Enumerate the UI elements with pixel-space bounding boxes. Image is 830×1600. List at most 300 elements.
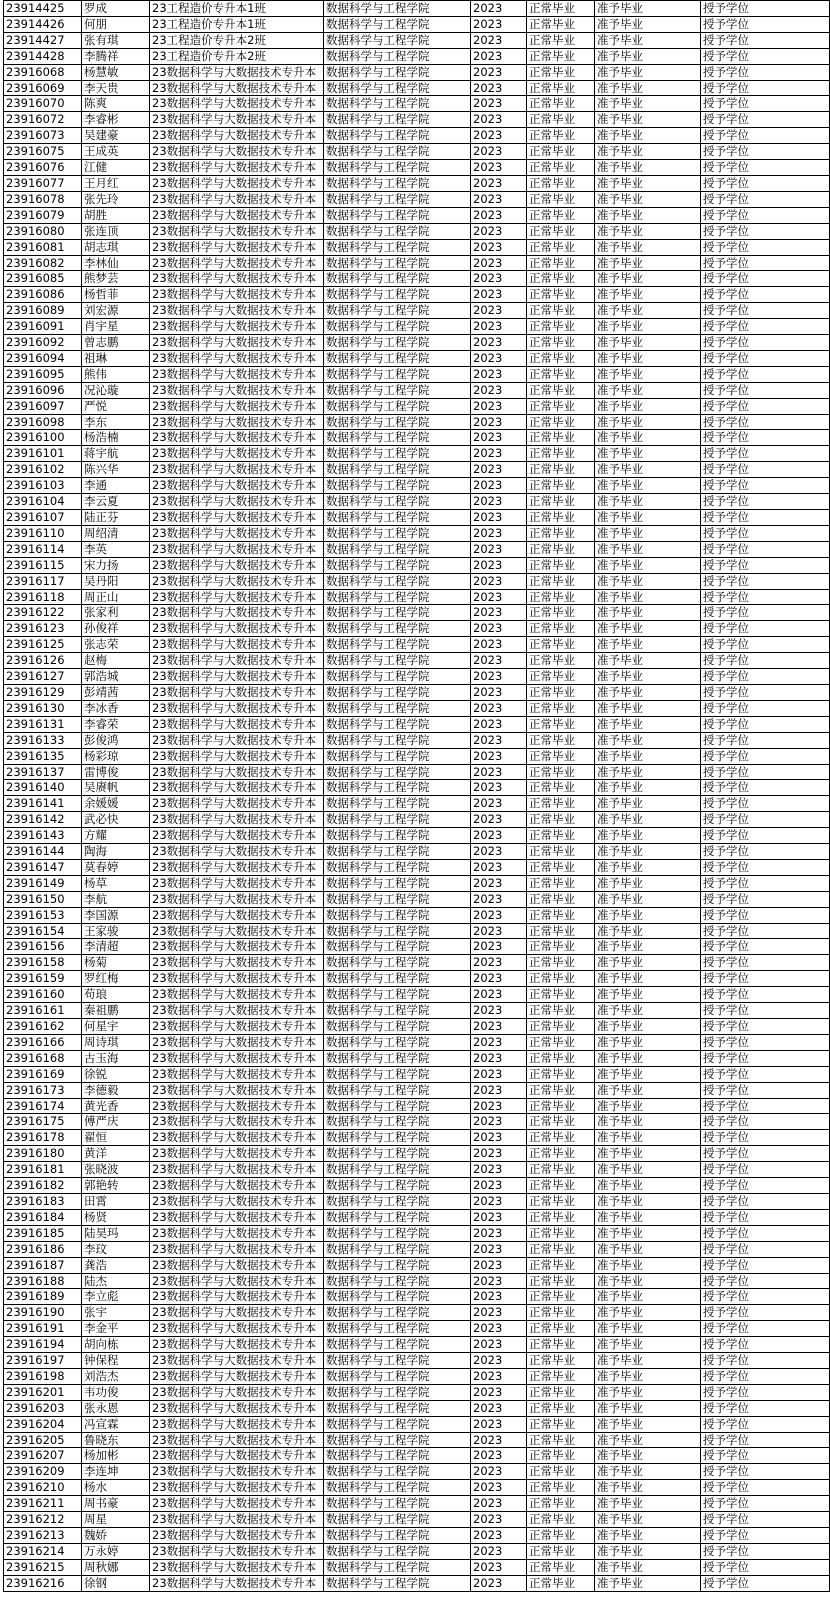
- college-cell: 数据科学与工程学院: [324, 510, 471, 526]
- name-cell: 冯宣霖: [82, 1416, 150, 1432]
- table-row: [4, 987, 830, 1003]
- table-row: [4, 350, 830, 366]
- class-cell: 23数据科学与大数据技术专升本: [150, 64, 324, 80]
- college-cell: 数据科学与工程学院: [324, 1289, 471, 1305]
- name-cell: 吴丹阳: [82, 573, 150, 589]
- college-cell: 数据科学与工程学院: [324, 1066, 471, 1082]
- class-cell: 23数据科学与大数据技术专升本: [150, 478, 324, 494]
- student-id-cell: 23916149: [4, 875, 82, 891]
- graduation-cell: 准予毕业: [595, 350, 701, 366]
- class-cell: 23数据科学与大数据技术专升本: [150, 1416, 324, 1432]
- year-cell: 2023: [471, 96, 527, 112]
- student-id-cell: 23916214: [4, 1543, 82, 1559]
- graduation-cell: 准予毕业: [595, 891, 701, 907]
- name-cell: 韦功俊: [82, 1384, 150, 1400]
- degree-cell: 授予学位: [701, 1337, 830, 1353]
- degree-cell: 授予学位: [701, 891, 830, 907]
- college-cell: 数据科学与工程学院: [324, 1098, 471, 1114]
- year-cell: 2023: [471, 1448, 527, 1464]
- college-cell: 数据科学与工程学院: [324, 319, 471, 335]
- degree-cell: 授予学位: [701, 1384, 830, 1400]
- degree-cell: 授予学位: [701, 80, 830, 96]
- class-cell: 23数据科学与大数据技术专升本: [150, 955, 324, 971]
- status-cell: 正常毕业: [527, 350, 595, 366]
- status-cell: 正常毕业: [527, 1225, 595, 1241]
- class-cell: 23数据科学与大数据技术专升本: [150, 621, 324, 637]
- name-cell: 李东: [82, 414, 150, 430]
- college-cell: 数据科学与工程学院: [324, 207, 471, 223]
- status-cell: 正常毕业: [527, 303, 595, 319]
- table-row: [4, 1337, 830, 1353]
- class-cell: 23数据科学与大数据技术专升本: [150, 1305, 324, 1321]
- year-cell: 2023: [471, 525, 527, 541]
- class-cell: 23数据科学与大数据技术专升本: [150, 350, 324, 366]
- year-cell: 2023: [471, 303, 527, 319]
- class-cell: 23数据科学与大数据技术专升本: [150, 1193, 324, 1209]
- name-cell: 何朋: [82, 16, 150, 32]
- college-cell: 数据科学与工程学院: [324, 1512, 471, 1528]
- name-cell: 李通: [82, 478, 150, 494]
- degree-cell: 授予学位: [701, 796, 830, 812]
- student-id-cell: 23916189: [4, 1289, 82, 1305]
- year-cell: 2023: [471, 1034, 527, 1050]
- status-cell: 正常毕业: [527, 828, 595, 844]
- college-cell: 数据科学与工程学院: [324, 812, 471, 828]
- graduation-cell: 准予毕业: [595, 684, 701, 700]
- status-cell: 正常毕业: [527, 637, 595, 653]
- year-cell: 2023: [471, 1289, 527, 1305]
- class-cell: 23数据科学与大数据技术专升本: [150, 303, 324, 319]
- student-id-cell: 23914426: [4, 16, 82, 32]
- student-id-cell: 23916080: [4, 223, 82, 239]
- year-cell: 2023: [471, 939, 527, 955]
- year-cell: 2023: [471, 1178, 527, 1194]
- degree-cell: 授予学位: [701, 1034, 830, 1050]
- year-cell: 2023: [471, 350, 527, 366]
- degree-cell: 授予学位: [701, 955, 830, 971]
- student-id-cell: 23916182: [4, 1178, 82, 1194]
- degree-cell: 授予学位: [701, 223, 830, 239]
- graduation-cell: 准予毕业: [595, 1257, 701, 1273]
- table-row: [4, 1480, 830, 1496]
- status-cell: 正常毕业: [527, 1050, 595, 1066]
- student-id-cell: 23916070: [4, 96, 82, 112]
- name-cell: 李腾祥: [82, 48, 150, 64]
- student-id-cell: 23916096: [4, 382, 82, 398]
- status-cell: 正常毕业: [527, 32, 595, 48]
- class-cell: 23数据科学与大数据技术专升本: [150, 160, 324, 176]
- year-cell: 2023: [471, 859, 527, 875]
- table-row: [4, 955, 830, 971]
- degree-cell: 授予学位: [701, 1575, 830, 1591]
- status-cell: 正常毕业: [527, 1193, 595, 1209]
- table-row: [4, 748, 830, 764]
- name-cell: 陆正芬: [82, 510, 150, 526]
- student-id-cell: 23916188: [4, 1273, 82, 1289]
- student-id-cell: 23916198: [4, 1368, 82, 1384]
- year-cell: 2023: [471, 16, 527, 32]
- college-cell: 数据科学与工程学院: [324, 1193, 471, 1209]
- status-cell: 正常毕业: [527, 1559, 595, 1575]
- table-row: [4, 239, 830, 255]
- name-cell: 张志荣: [82, 637, 150, 653]
- class-cell: 23数据科学与大数据技术专升本: [150, 1384, 324, 1400]
- table-row: [4, 1019, 830, 1035]
- class-cell: 23数据科学与大数据技术专升本: [150, 557, 324, 573]
- table-row: [4, 875, 830, 891]
- student-id-cell: 23916190: [4, 1305, 82, 1321]
- table-row: [4, 303, 830, 319]
- graduation-cell: 准予毕业: [595, 1098, 701, 1114]
- graduation-cell: 准予毕业: [595, 112, 701, 128]
- name-cell: 陆杰: [82, 1273, 150, 1289]
- name-cell: 彭俊鸿: [82, 732, 150, 748]
- name-cell: 张先玲: [82, 191, 150, 207]
- name-cell: 罗红梅: [82, 971, 150, 987]
- year-cell: 2023: [471, 1257, 527, 1273]
- table-body: [4, 1, 830, 1592]
- student-id-cell: 23916140: [4, 780, 82, 796]
- status-cell: 正常毕业: [527, 1496, 595, 1512]
- status-cell: 正常毕业: [527, 955, 595, 971]
- table-row: [4, 1050, 830, 1066]
- status-cell: 正常毕业: [527, 446, 595, 462]
- college-cell: 数据科学与工程学院: [324, 1305, 471, 1321]
- name-cell: 李睿荣: [82, 716, 150, 732]
- name-cell: 杨浩楠: [82, 430, 150, 446]
- status-cell: 正常毕业: [527, 1162, 595, 1178]
- status-cell: 正常毕业: [527, 621, 595, 637]
- year-cell: 2023: [471, 255, 527, 271]
- class-cell: 23数据科学与大数据技术专升本: [150, 1368, 324, 1384]
- table-row: [4, 907, 830, 923]
- class-cell: 23数据科学与大数据技术专升本: [150, 144, 324, 160]
- table-row: [4, 573, 830, 589]
- status-cell: 正常毕业: [527, 1353, 595, 1369]
- graduation-cell: 准予毕业: [595, 48, 701, 64]
- table-row: [4, 859, 830, 875]
- degree-cell: 授予学位: [701, 1432, 830, 1448]
- student-id-cell: 23916153: [4, 907, 82, 923]
- year-cell: 2023: [471, 1353, 527, 1369]
- college-cell: 数据科学与工程学院: [324, 271, 471, 287]
- table-row: [4, 48, 830, 64]
- name-cell: 周诗琪: [82, 1034, 150, 1050]
- college-cell: 数据科学与工程学院: [324, 303, 471, 319]
- degree-cell: 授予学位: [701, 16, 830, 32]
- class-cell: 23数据科学与大数据技术专升本: [150, 1321, 324, 1337]
- table-row: [4, 589, 830, 605]
- class-cell: 23数据科学与大数据技术专升本: [150, 605, 324, 621]
- name-cell: 张连顶: [82, 223, 150, 239]
- student-id-cell: 23916102: [4, 462, 82, 478]
- college-cell: 数据科学与工程学院: [324, 1082, 471, 1098]
- graduation-cell: 准予毕业: [595, 191, 701, 207]
- degree-cell: 授予学位: [701, 494, 830, 510]
- student-id-cell: 23916133: [4, 732, 82, 748]
- name-cell: 李清超: [82, 939, 150, 955]
- name-cell: 周星: [82, 1512, 150, 1528]
- status-cell: 正常毕业: [527, 1416, 595, 1432]
- college-cell: 数据科学与工程学院: [324, 1003, 471, 1019]
- class-cell: 23数据科学与大数据技术专升本: [150, 844, 324, 860]
- degree-cell: 授予学位: [701, 207, 830, 223]
- student-id-cell: 23916095: [4, 366, 82, 382]
- name-cell: 黄洋: [82, 1146, 150, 1162]
- graduation-cell: 准予毕业: [595, 271, 701, 287]
- name-cell: 杨贤: [82, 1209, 150, 1225]
- class-cell: 23数据科学与大数据技术专升本: [150, 1066, 324, 1082]
- status-cell: 正常毕业: [527, 144, 595, 160]
- graduation-cell: 准予毕业: [595, 1305, 701, 1321]
- status-cell: 正常毕业: [527, 96, 595, 112]
- degree-cell: 授予学位: [701, 859, 830, 875]
- year-cell: 2023: [471, 716, 527, 732]
- name-cell: 江健: [82, 160, 150, 176]
- degree-cell: 授予学位: [701, 716, 830, 732]
- student-id-cell: 23916150: [4, 891, 82, 907]
- year-cell: 2023: [471, 430, 527, 446]
- table-row: [4, 1559, 830, 1575]
- student-id-cell: 23916082: [4, 255, 82, 271]
- degree-cell: 授予学位: [701, 160, 830, 176]
- table-row: [4, 796, 830, 812]
- graduation-cell: 准予毕业: [595, 64, 701, 80]
- year-cell: 2023: [471, 828, 527, 844]
- degree-cell: 授予学位: [701, 1448, 830, 1464]
- name-cell: 杨水: [82, 1480, 150, 1496]
- table-row: [4, 1034, 830, 1050]
- year-cell: 2023: [471, 669, 527, 685]
- degree-cell: 授予学位: [701, 414, 830, 430]
- student-id-cell: 23916075: [4, 144, 82, 160]
- table-row: [4, 1, 830, 17]
- graduation-cell: 准予毕业: [595, 1082, 701, 1098]
- student-id-cell: 23916169: [4, 1066, 82, 1082]
- status-cell: 正常毕业: [527, 939, 595, 955]
- name-cell: 龚浩: [82, 1257, 150, 1273]
- name-cell: 吴建豪: [82, 128, 150, 144]
- graduation-cell: 准予毕业: [595, 1146, 701, 1162]
- class-cell: 23数据科学与大数据技术专升本: [150, 684, 324, 700]
- college-cell: 数据科学与工程学院: [324, 669, 471, 685]
- class-cell: 23数据科学与大数据技术专升本: [150, 494, 324, 510]
- name-cell: 鲁晓东: [82, 1432, 150, 1448]
- name-cell: 徐锐: [82, 1066, 150, 1082]
- class-cell: 23数据科学与大数据技术专升本: [150, 1528, 324, 1544]
- status-cell: 正常毕业: [527, 605, 595, 621]
- year-cell: 2023: [471, 398, 527, 414]
- degree-cell: 授予学位: [701, 621, 830, 637]
- year-cell: 2023: [471, 1559, 527, 1575]
- status-cell: 正常毕业: [527, 1003, 595, 1019]
- student-id-cell: 23916129: [4, 684, 82, 700]
- class-cell: 23数据科学与大数据技术专升本: [150, 335, 324, 351]
- table-row: [4, 1162, 830, 1178]
- student-id-cell: 23916180: [4, 1146, 82, 1162]
- name-cell: 王家骏: [82, 923, 150, 939]
- table-row: [4, 1305, 830, 1321]
- class-cell: 23数据科学与大数据技术专升本: [150, 1480, 324, 1496]
- status-cell: 正常毕业: [527, 1178, 595, 1194]
- student-id-cell: 23916144: [4, 844, 82, 860]
- name-cell: 黄光香: [82, 1098, 150, 1114]
- class-cell: 23数据科学与大数据技术专升本: [150, 875, 324, 891]
- status-cell: 正常毕业: [527, 1480, 595, 1496]
- graduation-cell: 准予毕业: [595, 1003, 701, 1019]
- class-cell: 23数据科学与大数据技术专升本: [150, 430, 324, 446]
- name-cell: 傅严庆: [82, 1114, 150, 1130]
- degree-cell: 授予学位: [701, 1416, 830, 1432]
- student-id-cell: 23916147: [4, 859, 82, 875]
- college-cell: 数据科学与工程学院: [324, 16, 471, 32]
- college-cell: 数据科学与工程学院: [324, 366, 471, 382]
- name-cell: 李云夏: [82, 494, 150, 510]
- name-cell: 雷博俊: [82, 764, 150, 780]
- degree-cell: 授予学位: [701, 589, 830, 605]
- table-row: [4, 1543, 830, 1559]
- class-cell: 23数据科学与大数据技术专升本: [150, 191, 324, 207]
- year-cell: 2023: [471, 605, 527, 621]
- year-cell: 2023: [471, 1003, 527, 1019]
- class-cell: 23数据科学与大数据技术专升本: [150, 366, 324, 382]
- name-cell: 赵梅: [82, 653, 150, 669]
- table-row: [4, 1512, 830, 1528]
- table-row: [4, 1400, 830, 1416]
- graduation-cell: 准予毕业: [595, 96, 701, 112]
- graduation-cell: 准予毕业: [595, 255, 701, 271]
- student-id-cell: 23916201: [4, 1384, 82, 1400]
- year-cell: 2023: [471, 128, 527, 144]
- graduation-cell: 准予毕业: [595, 1416, 701, 1432]
- table-row: [4, 144, 830, 160]
- name-cell: 张家利: [82, 605, 150, 621]
- college-cell: 数据科学与工程学院: [324, 637, 471, 653]
- name-cell: 秦祖鹏: [82, 1003, 150, 1019]
- college-cell: 数据科学与工程学院: [324, 48, 471, 64]
- graduation-cell: 准予毕业: [595, 1448, 701, 1464]
- name-cell: 翟恒: [82, 1130, 150, 1146]
- class-cell: 23数据科学与大数据技术专升本: [150, 541, 324, 557]
- degree-cell: 授予学位: [701, 844, 830, 860]
- class-cell: 23数据科学与大数据技术专升本: [150, 1130, 324, 1146]
- status-cell: 正常毕业: [527, 573, 595, 589]
- graduation-cell: 准予毕业: [595, 1337, 701, 1353]
- degree-cell: 授予学位: [701, 175, 830, 191]
- status-cell: 正常毕业: [527, 1082, 595, 1098]
- degree-cell: 授予学位: [701, 430, 830, 446]
- status-cell: 正常毕业: [527, 1368, 595, 1384]
- class-cell: 23数据科学与大数据技术专升本: [150, 812, 324, 828]
- table-row: [4, 541, 830, 557]
- table-row: [4, 446, 830, 462]
- name-cell: 李天贵: [82, 80, 150, 96]
- class-cell: 23数据科学与大数据技术专升本: [150, 414, 324, 430]
- table-row: [4, 605, 830, 621]
- status-cell: 正常毕业: [527, 255, 595, 271]
- table-row: [4, 1193, 830, 1209]
- status-cell: 正常毕业: [527, 1146, 595, 1162]
- college-cell: 数据科学与工程学院: [324, 1257, 471, 1273]
- college-cell: 数据科学与工程学院: [324, 478, 471, 494]
- class-cell: 23数据科学与大数据技术专升本: [150, 907, 324, 923]
- degree-cell: 授予学位: [701, 923, 830, 939]
- table-row: [4, 1416, 830, 1432]
- student-id-cell: 23916186: [4, 1241, 82, 1257]
- graduation-cell: 准予毕业: [595, 669, 701, 685]
- student-id-cell: 23916069: [4, 80, 82, 96]
- year-cell: 2023: [471, 1082, 527, 1098]
- degree-cell: 授予学位: [701, 764, 830, 780]
- graduation-cell: 准予毕业: [595, 605, 701, 621]
- status-cell: 正常毕业: [527, 1066, 595, 1082]
- graduation-cell: 准予毕业: [595, 1384, 701, 1400]
- name-cell: 李林仙: [82, 255, 150, 271]
- graduation-cell: 准予毕业: [595, 207, 701, 223]
- college-cell: 数据科学与工程学院: [324, 557, 471, 573]
- student-id-cell: 23914425: [4, 1, 82, 17]
- college-cell: 数据科学与工程学院: [324, 1543, 471, 1559]
- year-cell: 2023: [471, 653, 527, 669]
- year-cell: 2023: [471, 319, 527, 335]
- graduation-cell: 准予毕业: [595, 780, 701, 796]
- college-cell: 数据科学与工程学院: [324, 1178, 471, 1194]
- degree-cell: 授予学位: [701, 573, 830, 589]
- name-cell: 胡志琪: [82, 239, 150, 255]
- year-cell: 2023: [471, 478, 527, 494]
- degree-cell: 授予学位: [701, 1162, 830, 1178]
- name-cell: 方耀: [82, 828, 150, 844]
- class-cell: 23数据科学与大数据技术专升本: [150, 255, 324, 271]
- college-cell: 数据科学与工程学院: [324, 589, 471, 605]
- table-row: [4, 96, 830, 112]
- year-cell: 2023: [471, 64, 527, 80]
- student-id-cell: 23916213: [4, 1528, 82, 1544]
- student-id-cell: 23916127: [4, 669, 82, 685]
- degree-cell: 授予学位: [701, 637, 830, 653]
- year-cell: 2023: [471, 812, 527, 828]
- student-id-cell: 23916068: [4, 64, 82, 80]
- name-cell: 田霄: [82, 1193, 150, 1209]
- graduation-cell: 准予毕业: [595, 382, 701, 398]
- degree-cell: 授予学位: [701, 669, 830, 685]
- year-cell: 2023: [471, 191, 527, 207]
- college-cell: 数据科学与工程学院: [324, 525, 471, 541]
- college-cell: 数据科学与工程学院: [324, 955, 471, 971]
- student-id-cell: 23916185: [4, 1225, 82, 1241]
- graduation-cell: 准予毕业: [595, 1178, 701, 1194]
- status-cell: 正常毕业: [527, 1337, 595, 1353]
- name-cell: 杨哲菲: [82, 287, 150, 303]
- year-cell: 2023: [471, 621, 527, 637]
- degree-cell: 授予学位: [701, 732, 830, 748]
- year-cell: 2023: [471, 732, 527, 748]
- class-cell: 23数据科学与大数据技术专升本: [150, 716, 324, 732]
- status-cell: 正常毕业: [527, 239, 595, 255]
- graduation-cell: 准予毕业: [595, 637, 701, 653]
- college-cell: 数据科学与工程学院: [324, 732, 471, 748]
- class-cell: 23工程造价专升本1班: [150, 1, 324, 17]
- college-cell: 数据科学与工程学院: [324, 1114, 471, 1130]
- college-cell: 数据科学与工程学院: [324, 1400, 471, 1416]
- year-cell: 2023: [471, 1241, 527, 1257]
- name-cell: 李冰香: [82, 700, 150, 716]
- class-cell: 23数据科学与大数据技术专升本: [150, 287, 324, 303]
- student-id-cell: 23916168: [4, 1050, 82, 1066]
- college-cell: 数据科学与工程学院: [324, 748, 471, 764]
- graduation-cell: 准予毕业: [595, 223, 701, 239]
- student-id-cell: 23916076: [4, 160, 82, 176]
